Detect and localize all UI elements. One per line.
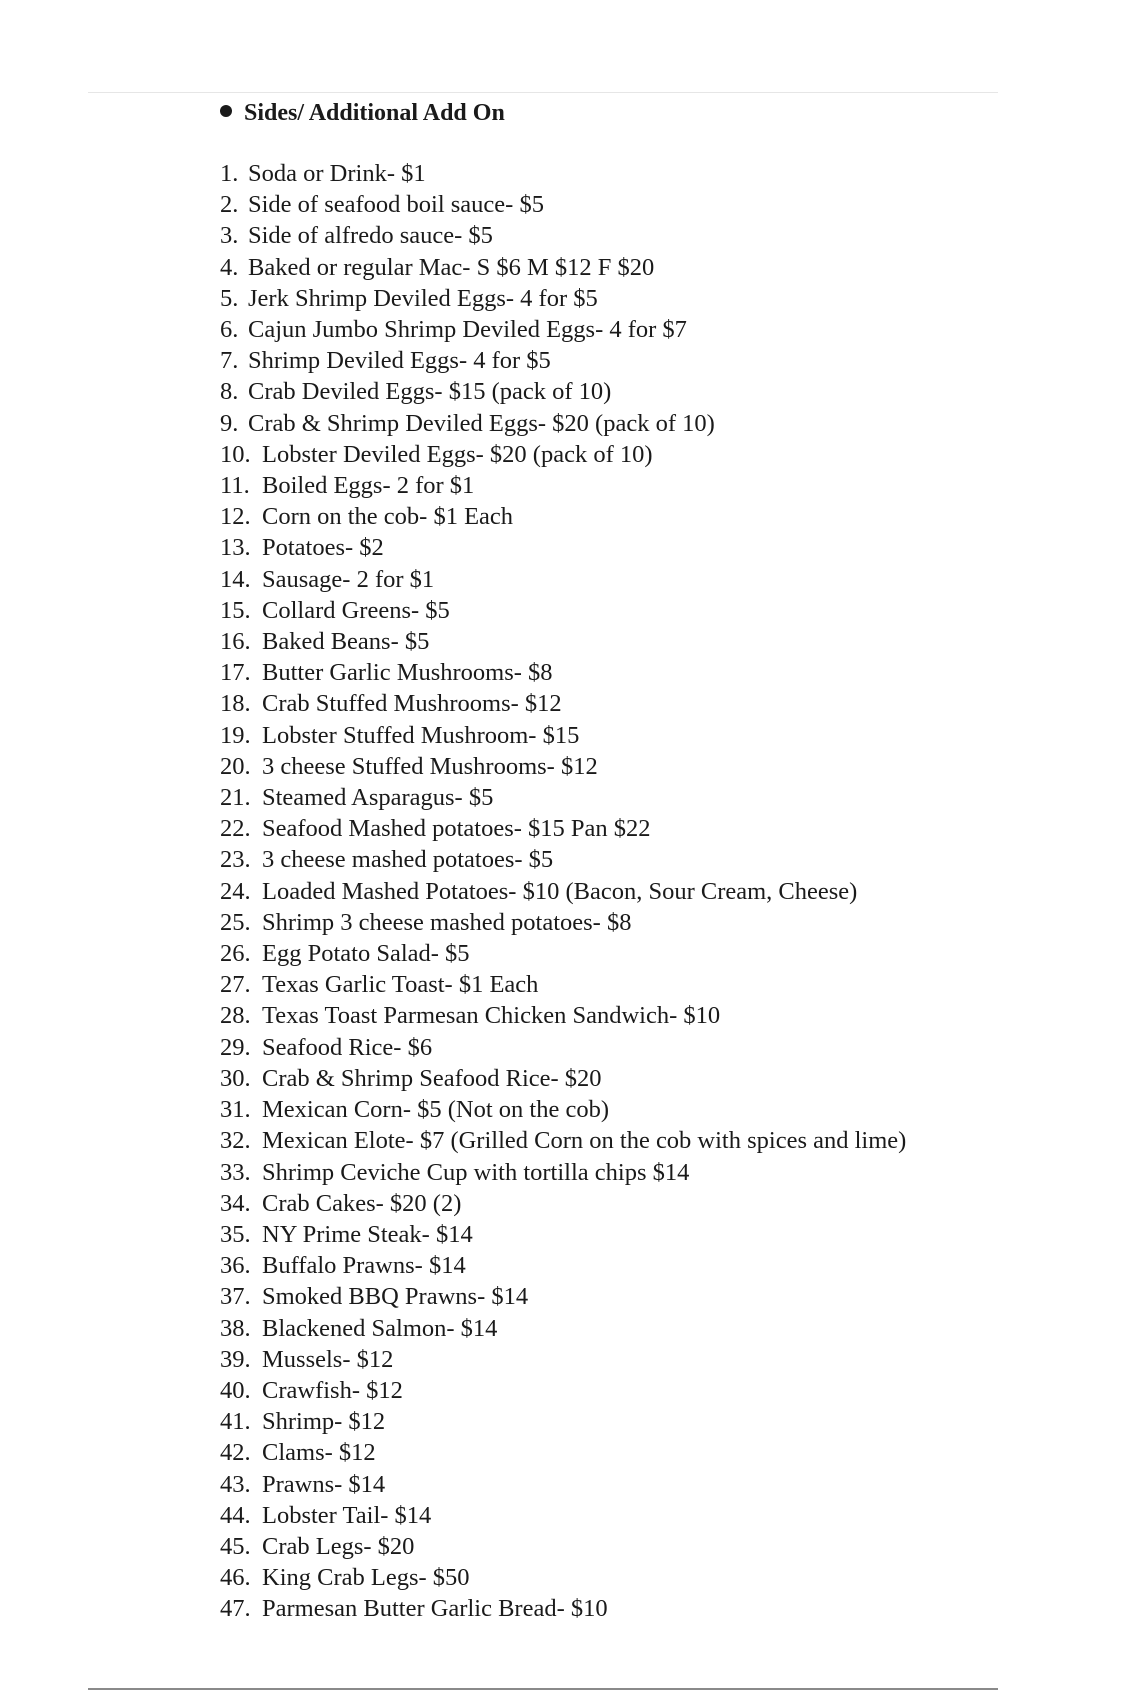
item-text: Boiled Eggs- 2 for $1	[262, 472, 475, 500]
item-text: Lobster Stuffed Mushroom- $15	[262, 721, 580, 749]
item-text: Shrimp- $12	[262, 1408, 386, 1436]
menu-item	[220, 1469, 920, 1500]
menu-item	[220, 220, 920, 251]
item-number: 3.	[220, 222, 239, 250]
item-text: Steamed Asparagus- $5	[262, 784, 494, 812]
item-text: Side of seafood boil sauce- $5	[248, 191, 544, 219]
item-number: 27.	[220, 971, 251, 999]
item-number: 8.	[220, 378, 239, 406]
item-number: 47.	[220, 1595, 251, 1623]
item-text: NY Prime Steak- $14	[262, 1220, 473, 1248]
item-text: King Crab Legs- $50	[262, 1564, 470, 1592]
menu-item	[220, 876, 920, 907]
item-text: Sausage- 2 for $1	[262, 565, 435, 593]
item-number: 20.	[220, 752, 251, 780]
item-number: 44.	[220, 1501, 251, 1529]
menu-item	[220, 470, 920, 501]
item-number: 14.	[220, 565, 251, 593]
item-text: Potatoes- $2	[262, 534, 384, 562]
item-number: 19.	[220, 721, 251, 749]
item-text: Prawns- $14	[262, 1470, 386, 1498]
menu-item	[220, 501, 920, 532]
item-text: Clams- $12	[262, 1439, 376, 1467]
menu-item	[220, 1188, 920, 1219]
item-number: 12.	[220, 503, 251, 531]
item-number: 40.	[220, 1376, 251, 1404]
menu-item	[220, 595, 920, 626]
item-text: Seafood Rice- $6	[262, 1033, 433, 1061]
item-text: Collard Greens- $5	[262, 596, 450, 624]
menu-item	[220, 376, 920, 407]
item-number: 35.	[220, 1220, 251, 1248]
item-number: 34.	[220, 1189, 251, 1217]
section-heading	[220, 96, 505, 130]
menu-item	[220, 1406, 920, 1437]
menu-item	[220, 1531, 920, 1562]
item-number: 1.	[220, 160, 239, 187]
item-text: Blackened Salmon- $14	[262, 1314, 498, 1342]
item-number: 46.	[220, 1564, 251, 1592]
menu-item	[220, 1500, 920, 1531]
item-text: Loaded Mashed Potatoes- $10 (Bacon, Sour Cream, Cheese)	[262, 877, 858, 905]
menu-item	[220, 439, 920, 470]
item-number: 25.	[220, 908, 251, 936]
item-text: Shrimp 3 cheese mashed potatoes- $8	[262, 908, 632, 936]
item-number: 6.	[220, 316, 239, 344]
bullet-icon	[220, 105, 232, 117]
item-text: Crab & Shrimp Deviled Eggs- $20 (pack of 10)	[248, 409, 715, 437]
item-number: 37.	[220, 1283, 251, 1311]
item-text: Egg Potato Salad- $5	[262, 940, 470, 968]
item-text: Baked or regular Mac- S $6 M $12 F $20	[248, 253, 655, 281]
menu-item	[220, 1250, 920, 1281]
item-text: Crawfish- $12	[262, 1376, 403, 1404]
item-text: Crab & Shrimp Seafood Rice- $20	[262, 1064, 602, 1092]
menu-item	[220, 1313, 920, 1344]
menu-item	[220, 813, 920, 844]
menu-item	[220, 1094, 920, 1125]
item-number: 39.	[220, 1345, 251, 1373]
menu-item	[220, 969, 920, 1000]
menu-item	[220, 1562, 920, 1593]
item-text: Lobster Tail- $14	[262, 1501, 432, 1529]
menu-item	[220, 688, 920, 719]
item-text: Mussels- $12	[262, 1345, 394, 1373]
item-number: 33.	[220, 1158, 251, 1186]
item-number: 24.	[220, 877, 251, 905]
item-number: 7.	[220, 347, 239, 375]
item-text: Crab Legs- $20	[262, 1532, 415, 1560]
item-text: Buffalo Prawns- $14	[262, 1252, 466, 1280]
item-text: 3 cheese Stuffed Mushrooms- $12	[262, 752, 598, 780]
menu-item	[220, 1063, 920, 1094]
item-number: 21.	[220, 784, 251, 812]
item-number: 29.	[220, 1033, 251, 1061]
item-text: Texas Garlic Toast- $1 Each	[262, 971, 539, 999]
menu-item	[220, 283, 920, 314]
menu-item	[220, 657, 920, 688]
menu-item	[220, 751, 920, 782]
item-text: Parmesan Butter Garlic Bread- $10	[262, 1595, 608, 1623]
item-number: 2.	[220, 191, 239, 219]
menu-item	[220, 158, 920, 189]
menu-item	[220, 1375, 920, 1406]
item-text: Crab Stuffed Mushrooms- $12	[262, 690, 562, 718]
item-number: 17.	[220, 659, 251, 687]
item-text: Shrimp Deviled Eggs- 4 for $5	[248, 347, 551, 375]
menu-item	[220, 1437, 920, 1468]
menu-item	[220, 782, 920, 813]
item-text: Butter Garlic Mushrooms- $8	[262, 659, 553, 687]
item-number: 4.	[220, 253, 239, 281]
item-number: 18.	[220, 690, 251, 718]
section-title: Sides/ Additional Add On	[244, 100, 505, 126]
item-number: 5.	[220, 284, 239, 312]
item-text: Mexican Elote- $7 (Grilled Corn on the cob with spices and lime)	[262, 1127, 907, 1155]
item-text: Smoked BBQ Prawns- $14	[262, 1283, 529, 1311]
menu-item	[220, 907, 920, 938]
menu-item	[220, 532, 920, 563]
item-text: Baked Beans- $5	[262, 628, 430, 656]
item-number: 30.	[220, 1064, 251, 1092]
item-number: 28.	[220, 1002, 251, 1030]
item-number: 10.	[220, 440, 251, 468]
item-number: 32.	[220, 1127, 251, 1155]
menu-item	[220, 314, 920, 345]
item-text: 3 cheese mashed potatoes- $5	[262, 846, 554, 874]
menu-item	[220, 720, 920, 751]
menu-item	[220, 1000, 920, 1031]
menu-item	[220, 564, 920, 595]
item-number: 45.	[220, 1532, 251, 1560]
item-text: Texas Toast Parmesan Chicken Sandwich- $10	[262, 1002, 721, 1030]
menu-item	[220, 345, 920, 376]
item-number: 9.	[220, 409, 239, 437]
menu-list	[220, 158, 920, 1625]
menu-item	[220, 1593, 920, 1624]
item-text: Crab Deviled Eggs- $15 (pack of 10)	[248, 378, 612, 406]
menu-item	[220, 1219, 920, 1250]
menu-item	[220, 1157, 920, 1188]
item-number: 42.	[220, 1439, 251, 1467]
menu-item	[220, 938, 920, 969]
item-number: 13.	[220, 534, 251, 562]
item-number: 22.	[220, 815, 251, 843]
item-number: 31.	[220, 1096, 251, 1124]
item-number: 38.	[220, 1314, 251, 1342]
item-number: 15.	[220, 596, 251, 624]
item-text: Seafood Mashed potatoes- $15 Pan $22	[262, 815, 651, 843]
item-text: Soda or Drink- $1	[248, 160, 426, 187]
menu-item	[220, 1125, 920, 1156]
menu-item	[220, 1344, 920, 1375]
item-text: Corn on the cob- $1 Each	[262, 503, 514, 531]
item-number: 16.	[220, 628, 251, 656]
item-number: 41.	[220, 1408, 251, 1436]
menu-item	[220, 1032, 920, 1063]
item-text: Cajun Jumbo Shrimp Deviled Eggs- 4 for $7	[248, 316, 687, 344]
menu-item	[220, 408, 920, 439]
menu-item	[220, 252, 920, 283]
item-number: 23.	[220, 846, 251, 874]
menu-item	[220, 189, 920, 220]
menu-item	[220, 844, 920, 875]
item-text: Side of alfredo sauce- $5	[248, 222, 493, 250]
item-text: Shrimp Ceviche Cup with tortilla chips $14	[262, 1158, 690, 1186]
item-number: 36.	[220, 1252, 251, 1280]
menu-item	[220, 1281, 920, 1312]
item-text: Mexican Corn- $5 (Not on the cob)	[262, 1096, 609, 1124]
item-text: Jerk Shrimp Deviled Eggs- 4 for $5	[248, 284, 598, 312]
item-number: 43.	[220, 1470, 251, 1498]
item-number: 11.	[220, 472, 250, 500]
menu-item	[220, 626, 920, 657]
item-text: Crab Cakes- $20 (2)	[262, 1189, 462, 1217]
item-text: Lobster Deviled Eggs- $20 (pack of 10)	[262, 440, 653, 468]
item-number: 26.	[220, 940, 251, 968]
